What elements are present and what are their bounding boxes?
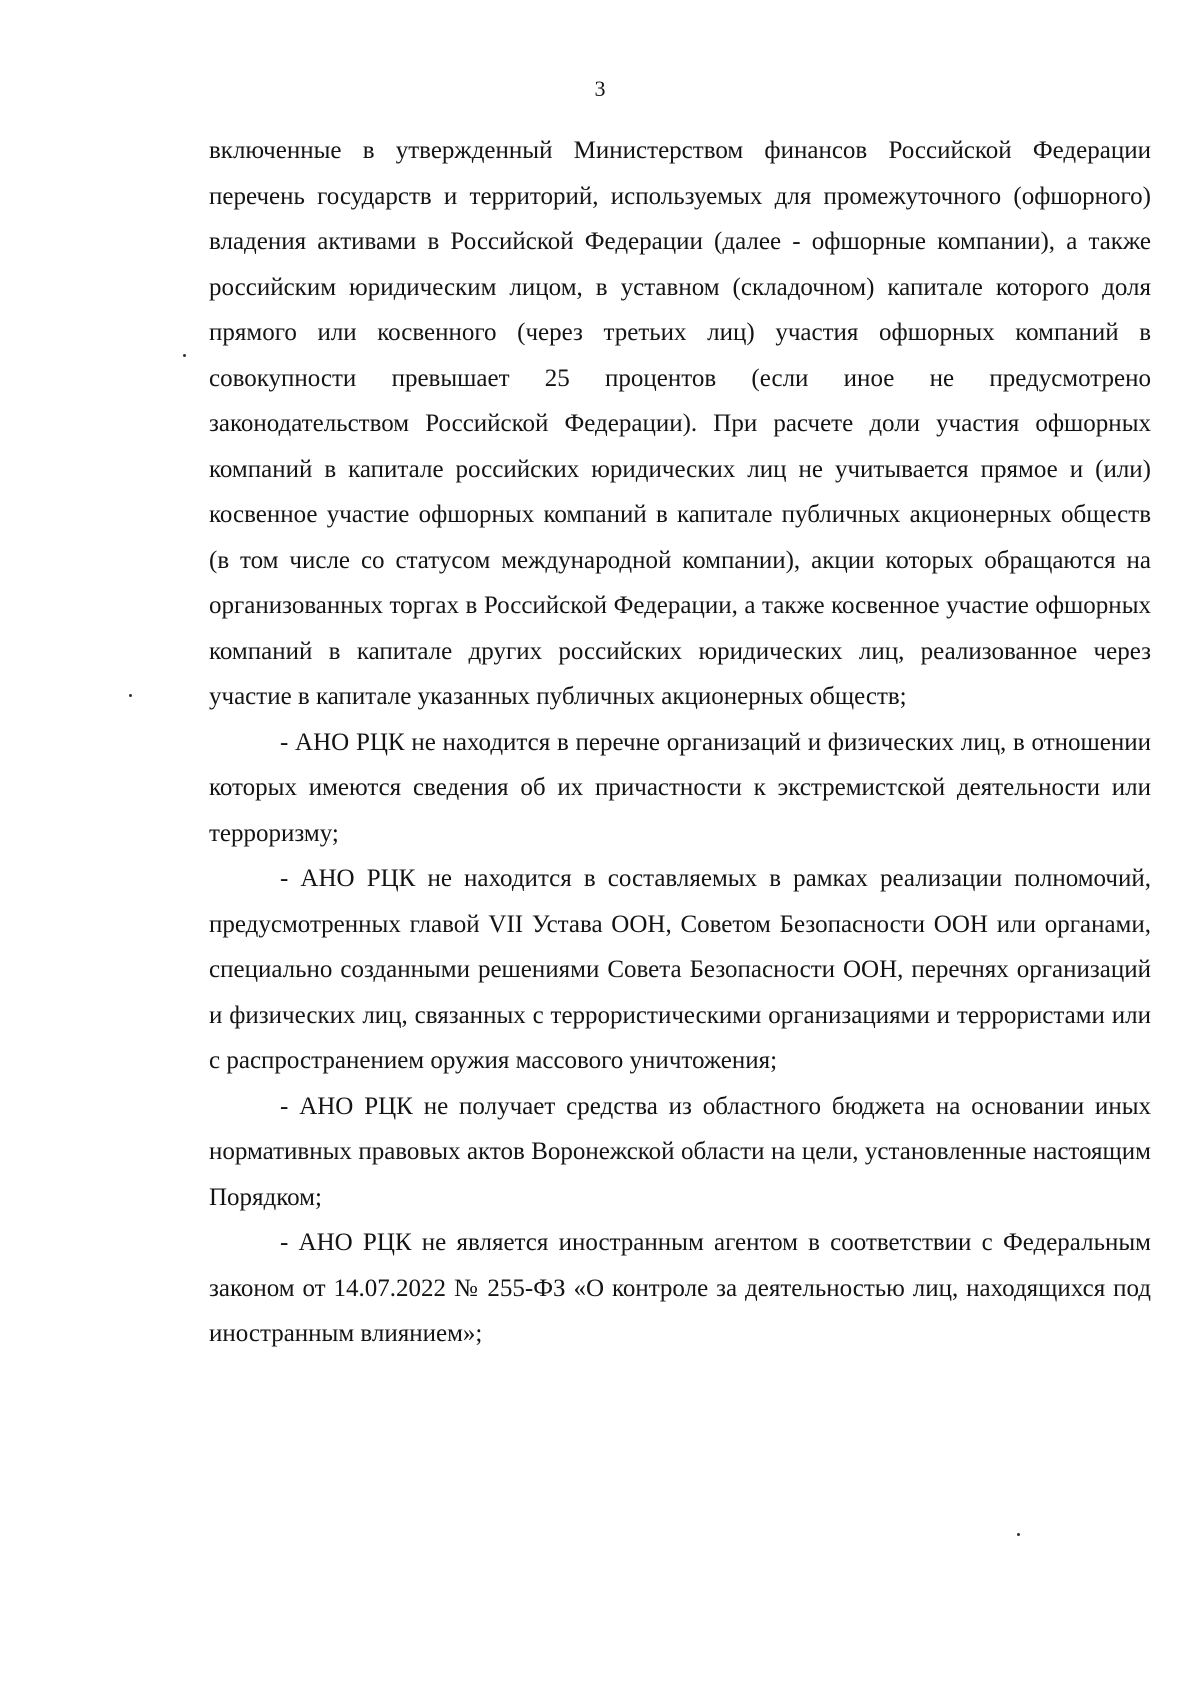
scan-speck bbox=[183, 354, 186, 357]
page-number: 3 bbox=[594, 76, 606, 101]
paragraph-regional-budget-funds: - АНО РЦК не получает средства из областного бюджета на основании иных нормативных правовых актов Воронежской области на цели, установленные настоящим Порядком; bbox=[209, 1092, 1151, 1211]
scan-speck bbox=[129, 694, 132, 697]
paragraph-extremism-list: - АНО РЦК не находится в перечне организаций и физических лиц, в отношении которых имеются сведения об их причастности к экстремистской деятельности или терроризму; bbox=[209, 728, 1151, 847]
paragraph-un-security-council-list: - АНО РЦК не находится в составляемых в рамках реализации полномочий, предусмотренных главой VII Устава ООН, Советом Безопасности ООН или органами, специально созданными решениями Совета Безопасности ООН, перечнях организаций и физических лиц, связанных с террористическими организациями и террористами или с распространением оружия массового уничтожения; bbox=[209, 865, 1151, 1074]
paragraph-foreign-agent: - АНО РЦК не является иностранным агентом в соответствии с Федеральным законом от 14.07.2022 № 255-ФЗ «О контроле за деятельностью лиц, находящихся под иностранным влиянием»; bbox=[209, 1229, 1151, 1347]
scan-speck bbox=[1017, 1533, 1020, 1536]
document-body bbox=[209, 128, 1151, 1357]
paragraph-offshore-continuation: включенные в утвержденный Министерством финансов Российской Федерации перечень государств и территорий, используемых для промежуточного (офшорного) владения активами в Российской Федерации (далее - офшорные компании), а также российским юридическим лицом, в уставном (складочном) капитале которого доля прямого или косвенного (через третьих лиц) участия офшорных компаний в совокупности превышает 25 процентов (если иное не предусмотрено законодательством Российской Федерации). При расчете доли участия офшорных компаний в капитале российских юридических лиц не учитывается прямое и (или) косвенное участие офшорных компаний в капитале публичных акционерных обществ (в том числе со статусом международной компании), акции которых обращаются на организованных торгах в Российской Федерации, а также косвенное участие офшорных компаний в капитале других российских юридических лиц, реализованное через участие в капитале указанных публичных акционерных обществ; bbox=[209, 137, 1151, 710]
